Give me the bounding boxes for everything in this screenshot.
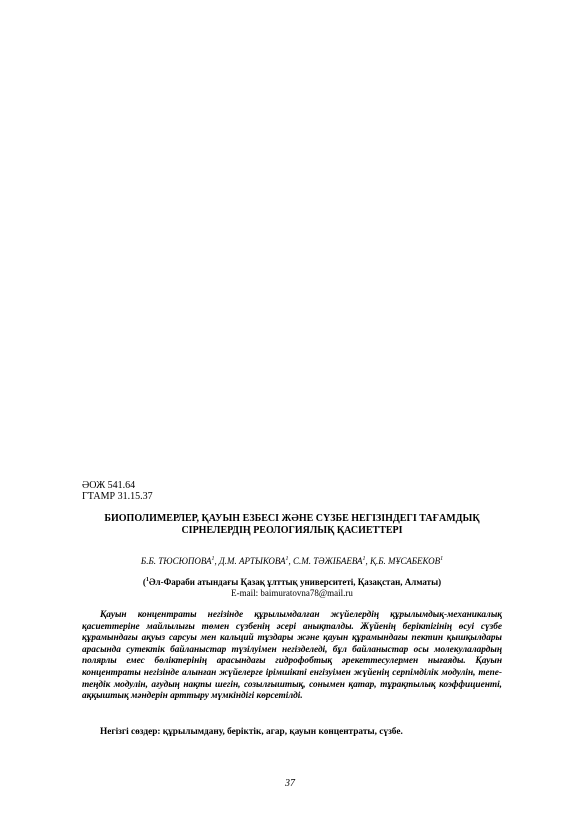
email: E-mail: baimuratovna78@mail.ru	[231, 588, 353, 598]
abstract: Қауын концентраты негізінде құрылымдалған жүйелердің құрылымдық-механикалық қасиеттеріне майлылығы төмен сүзбенің әсері анықталды. Жүйенің беріктігінің өсуі сүзбе құрамындағы ақуыз сарсуы мен кальций тұздары және қауын құрамындағы пектин қышқылдары арасында сутектік байланыстар түзілуімен негізделеді, бұл байланыстар осы молекулалардың полярлы емес бөліктерінің арасындағы гидрофобтық әрекеттесулермен нығаяды. Қауын концентраты негізінде алынған жүйелерге ірімшікті енгізуімен жүйенің серпімділік модулін, тепе-теңдік модулін, ағудың нақты шегін, созылғыштық, сонымен қатар, тұрақтылық коэффициенті, аққыштық мәндерін арттыру мүмкіндігі көрсетілді.	[82, 610, 502, 702]
author-affil-mark: 1	[211, 556, 215, 562]
authors: Б.Б. ТЮСЮПОВА$^1$, Д.М. АРТЫКОВА$^1$, С.М. ТӘЖІБАЕВА$^1$, Қ.Б. МҰСАБЕКОВ$^1$	[140, 556, 444, 566]
author-affil-mark: 1	[440, 556, 444, 562]
page-number: 37	[285, 778, 295, 789]
author-name: Д.М. АРТЫКОВА	[219, 556, 286, 566]
udc-code: ӘОЖ 541.64	[82, 480, 136, 491]
title-line-2: СІРНЕЛЕРДІҢ РЕОЛОГИЯЛЫҚ ҚАСИЕТТЕРІ	[181, 525, 403, 536]
keywords: Негізгі сөздер: құрылымдану, беріктік, агар, қауын концентраты, сүзбе.	[100, 727, 403, 737]
author-name: Б.Б. ТЮСЮПОВА	[140, 556, 212, 566]
affil-open-paren: (	[142, 577, 146, 587]
title-line-1: БИОПОЛИМЕРЛЕР, ҚАУЫН ЕЗБЕСІ ЖӘНЕ СҮЗБЕ НЕГІЗІНДЕГІ ТАҒАМДЫҚ	[104, 513, 480, 524]
paper-title	[82, 513, 502, 537]
affil-mark: 1	[145, 577, 149, 583]
classification-codes	[82, 480, 153, 502]
author-affil-mark: 1	[362, 556, 366, 562]
author-name: С.М. ТӘЖІБАЕВА	[293, 556, 363, 566]
author-name: Қ.Б. МҰСАБЕКОВ	[370, 556, 441, 566]
author-affil-mark: 1	[285, 556, 289, 562]
institution-name: Әл-Фараби атындағы Қазақ ұлттық университеті, Қазақстан, Алматы)	[148, 577, 442, 587]
grnti-code: ГТАМР 31.15.37	[82, 491, 153, 502]
affiliation	[82, 577, 502, 599]
institution	[82, 577, 502, 588]
